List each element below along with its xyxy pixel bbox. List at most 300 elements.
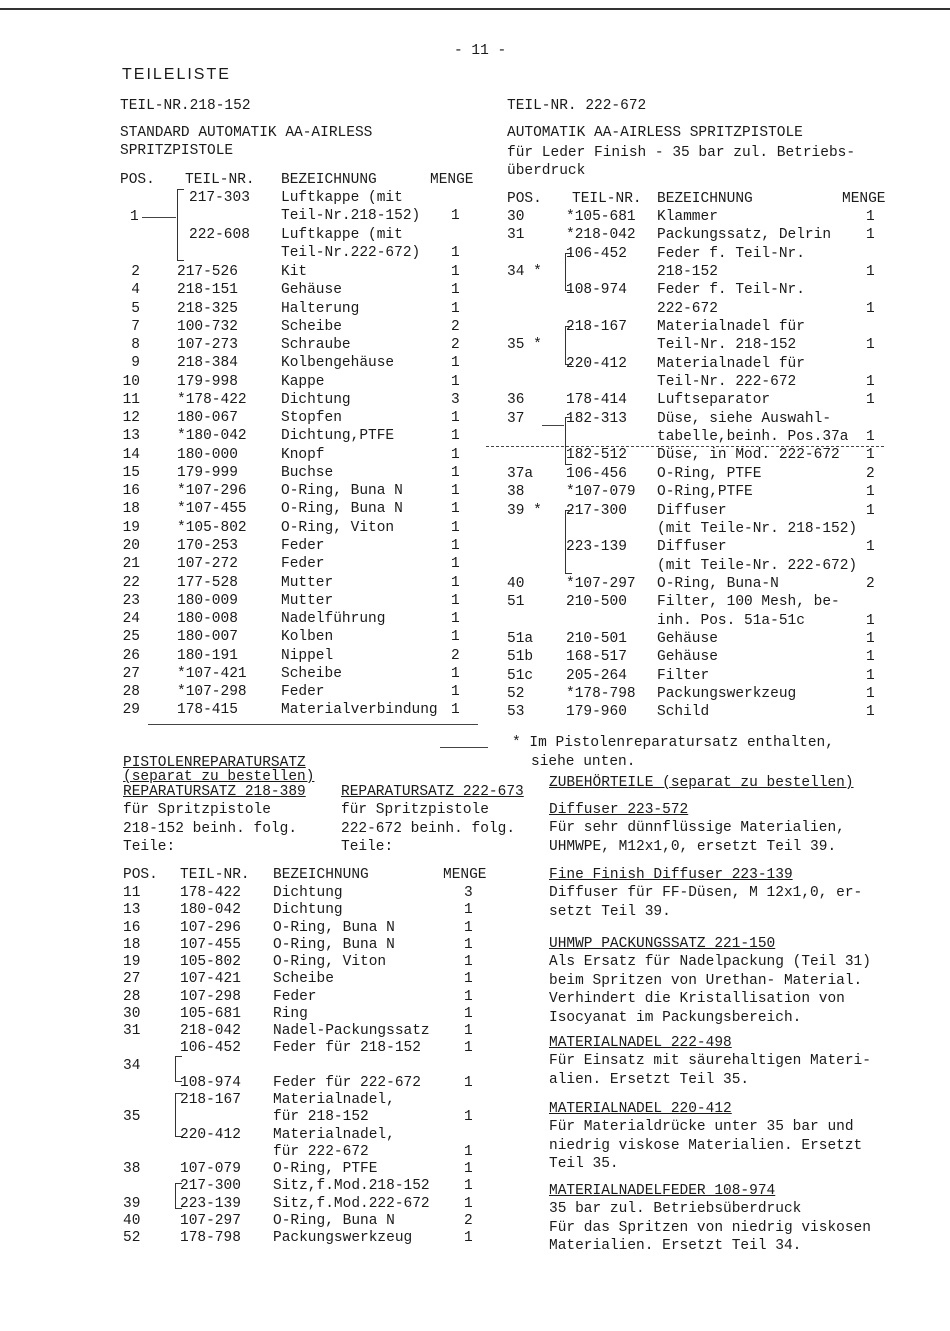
accessory-line: UHMWPE, M12x1,0, ersetzt Teil 39.	[549, 838, 837, 855]
teil-cell: 179-960	[566, 704, 627, 721]
menge-cell: 1	[451, 208, 460, 225]
menge-cell: 1	[464, 971, 473, 988]
right-header-menge: MENGE	[842, 191, 886, 207]
repair-header-menge: MENGE	[443, 867, 487, 883]
menge-cell: 1	[464, 1195, 473, 1212]
accessories-heading: ZUBEHÖRTEILE (separat zu bestellen)	[549, 775, 854, 791]
menge-cell: 1	[451, 410, 460, 427]
teil-cell: 168-517	[566, 649, 627, 666]
pos-cell: 8	[131, 337, 140, 354]
menge-cell: 1	[451, 355, 460, 372]
menge-cell: 2	[451, 337, 460, 354]
left-header-bez: BEZEICHNUNG	[281, 172, 377, 188]
teil-cell: 210-500	[566, 594, 627, 611]
pos-cell: 14	[122, 446, 140, 463]
bez-cell: Kappe	[281, 373, 325, 390]
teil-cell: 170-253	[177, 537, 238, 554]
bez-cell: 222-672	[657, 300, 718, 317]
menge-cell: 1	[866, 429, 875, 446]
footnote-rule	[440, 747, 488, 748]
bez-cell: Teil-Nr. 218-152	[657, 337, 797, 354]
pos-cell: 26	[122, 647, 140, 664]
pos-cell: 27	[123, 971, 141, 988]
repair-header-pos: POS.	[123, 867, 158, 883]
teil-cell: 107-298	[180, 988, 241, 1005]
pos-cell: 38	[507, 484, 525, 501]
bez-cell: Kit	[281, 264, 308, 280]
menge-cell: 1	[464, 902, 473, 919]
pos-cell: 39	[123, 1195, 141, 1212]
bez-cell: Buchse	[281, 464, 334, 481]
teil-cell: 107-421	[180, 971, 241, 988]
menge-cell: 1	[866, 685, 875, 702]
menge-cell: 1	[451, 282, 460, 299]
bez-cell: Teil-Nr.218-152)	[281, 208, 421, 225]
teil-cell: 218-042	[180, 1023, 241, 1039]
teil-cell: 108-974	[566, 282, 627, 299]
teil-cell: 107-296	[180, 919, 241, 936]
menge-cell: 1	[866, 612, 875, 629]
accessory-line: alien. Ersetzt Teil 35.	[549, 1071, 750, 1088]
bez-cell: Sitz,f.Mod.222-672	[273, 1195, 430, 1212]
menge-cell: 2	[451, 318, 460, 335]
left-description-1: STANDARD AUTOMATIK AA-AIRLESS	[120, 125, 373, 141]
bez-cell: Luftseparator	[657, 392, 771, 409]
bez-cell: Feder	[273, 988, 317, 1005]
bez-cell: Dichtung	[273, 902, 343, 919]
repair-34-bracket	[175, 1056, 182, 1082]
bez-cell: Diffuser	[657, 539, 727, 556]
menge-cell: 1	[866, 374, 875, 391]
bez-cell: Düse, siehe Auswahl-	[657, 410, 832, 427]
pos-cell: 52	[507, 685, 525, 702]
bez-cell: Feder	[281, 537, 325, 554]
teil-cell: 222-608	[189, 226, 250, 243]
bez-cell: O-Ring, Buna-N	[657, 575, 779, 592]
left-header-pos: POS.	[120, 172, 155, 188]
bez-cell: Materialnadel für	[657, 319, 805, 336]
menge-cell: 1	[866, 704, 875, 721]
accessory-line: Für Einsatz mit säurehaltigen Materi-	[549, 1053, 871, 1069]
bez-cell: Halterung	[281, 300, 360, 317]
accessory-line: 35 bar zul. Betriebsüberdruck	[549, 1201, 802, 1217]
menge-cell: 1	[464, 1109, 473, 1126]
menge-cell: 1	[451, 519, 460, 536]
bez-cell: Dichtung	[273, 885, 343, 901]
menge-cell: 1	[464, 1074, 473, 1091]
bez-cell: tabelle,beinh. Pos.37a	[657, 429, 849, 446]
menge-cell: 1	[451, 629, 460, 646]
pos-cell: 2	[131, 264, 140, 280]
accessory-line: Isocyanat im Packungsbereich.	[549, 1009, 802, 1026]
bez-cell: Materialverbindung	[281, 702, 438, 719]
bez-cell: Kolben	[281, 629, 334, 646]
menge-cell: 1	[464, 1023, 473, 1039]
bez-cell: (mit Teile-Nr. 218-152)	[657, 520, 858, 537]
teil-cell: 223-139	[566, 539, 627, 556]
accessory-title: MATERIALNADEL 222-498	[549, 1035, 732, 1051]
pos-cell: 19	[122, 519, 140, 536]
menge-cell: 1	[866, 667, 875, 684]
teil-cell: 218-167	[180, 1092, 241, 1108]
menge-cell: 1	[866, 300, 875, 317]
bez-cell: O-Ring, Buna N	[273, 919, 395, 936]
menge-cell: 1	[451, 264, 460, 280]
teil-cell: 180-042	[180, 902, 241, 919]
menge-cell: 2	[451, 647, 460, 664]
teil-cell: 217-300	[180, 1178, 241, 1195]
teil-cell: 180-191	[177, 647, 238, 664]
bez-cell: Gehäuse	[281, 282, 342, 299]
pos-cell: 18	[123, 936, 141, 953]
teil-cell: *107-079	[566, 484, 636, 501]
right-header-teil: TEIL-NR.	[572, 191, 642, 207]
right-description-1: AUTOMATIK AA-AIRLESS SPRITZPISTOLE	[507, 125, 803, 141]
teil-cell: 180-008	[177, 611, 238, 628]
menge-cell: 1	[464, 919, 473, 936]
accessory-line: Teil 35.	[549, 1156, 619, 1172]
menge-cell: 1	[451, 373, 460, 390]
bez-cell: O-Ring, Viton	[281, 519, 395, 536]
menge-cell: 1	[866, 227, 875, 244]
bez-cell: Feder für 222-672	[273, 1074, 421, 1091]
accessory-line: Für Materialdrücke unter 35 bar und	[549, 1119, 854, 1135]
pos-cell: 5	[131, 300, 140, 317]
menge-cell: 1	[464, 988, 473, 1005]
bez-cell: Packungswerkzeug	[657, 685, 797, 702]
left-description-2: SPRITZPISTOLE	[120, 143, 234, 159]
teil-cell: 180-009	[177, 592, 238, 609]
menge-cell: 1	[464, 1161, 473, 1177]
accessory-title: Fine Finish Diffuser 223-139	[549, 867, 793, 883]
pos-cell: 13	[123, 902, 141, 919]
menge-cell: 1	[866, 264, 875, 281]
menge-cell: 1	[451, 592, 460, 609]
teil-cell: *180-042	[177, 428, 247, 445]
menge-cell: 1	[866, 392, 875, 409]
bez-cell: Packungssatz, Delrin	[657, 227, 832, 244]
bez-cell: Teil-Nr. 222-672	[657, 374, 797, 391]
pos-cell: 18	[122, 501, 140, 518]
teil-cell: *105-802	[177, 519, 247, 536]
pos-cell: 37	[507, 410, 525, 427]
bez-cell: inh. Pos. 51a-51c	[657, 612, 805, 629]
pos-cell: 23	[122, 592, 140, 609]
bez-cell: Scheibe	[281, 318, 342, 335]
left-part-number: TEIL-NR.218-152	[120, 98, 251, 114]
pos-cell: 51a	[507, 630, 534, 647]
pos-cell: 51b	[507, 649, 534, 666]
pos-cell: 11	[122, 391, 140, 408]
accessory-title: Diffuser 223-572	[549, 802, 689, 818]
pos-cell: 28	[122, 684, 140, 701]
teil-cell: 217-300	[566, 502, 627, 519]
teil-cell: 178-422	[180, 885, 241, 901]
pos-cell: 52	[123, 1230, 141, 1246]
menge-cell: 1	[451, 244, 460, 261]
menge-cell: 1	[464, 1040, 473, 1057]
pos34-bracket	[565, 253, 572, 291]
footnote-2: siehe unten.	[531, 754, 636, 770]
accessory-title: MATERIALNADEL 220-412	[549, 1101, 732, 1117]
pos-cell: 40	[507, 575, 525, 592]
teil-cell: 178-798	[180, 1230, 241, 1246]
bez-cell: Materialnadel für	[657, 355, 805, 372]
teil-cell: 105-802	[180, 954, 241, 970]
bez-cell: Mutter	[281, 574, 334, 591]
pos-cell: 20	[122, 537, 140, 554]
menge-cell: 1	[866, 539, 875, 556]
kit1-title: REPARATURSATZ 218-389	[123, 784, 306, 800]
top-border	[0, 8, 950, 10]
bez-cell: für 218-152	[273, 1109, 369, 1126]
teil-cell: 180-000	[177, 446, 238, 463]
teil-cell: *105-681	[566, 209, 636, 225]
pos-cell: 19	[123, 954, 141, 970]
accessory-line: Für sehr dünnflüssige Materialien,	[549, 820, 845, 836]
teil-cell: 105-681	[180, 1005, 241, 1022]
pos-cell: 27	[122, 665, 140, 682]
bez-cell: O-Ring, Buna N	[281, 483, 403, 500]
pos-cell: 7	[131, 318, 140, 335]
bez-cell: Dichtung,PTFE	[281, 428, 395, 445]
menge-cell: 1	[464, 954, 473, 970]
teil-cell: 107-272	[177, 556, 238, 573]
teil-cell: *178-798	[566, 685, 636, 702]
accessory-title: UHMWP PACKUNGSSATZ 221-150	[549, 936, 776, 952]
teil-cell: *107-296	[177, 483, 247, 500]
teil-cell: 217-303	[189, 190, 250, 206]
left-header-teil: TEIL-NR.	[185, 172, 255, 188]
menge-cell: 1	[451, 300, 460, 317]
bez-cell: für 222-672	[273, 1143, 369, 1160]
right-description-3: überdruck	[507, 163, 586, 179]
bez-cell: 218-152	[657, 264, 718, 281]
bez-cell: (mit Teile-Nr. 222-672)	[657, 557, 858, 574]
bez-cell: O-Ring,PTFE	[657, 484, 753, 501]
accessory-title: MATERIALNADELFEDER 108-974	[549, 1183, 776, 1199]
pos-cell: 31	[123, 1023, 141, 1039]
pos-cell: 28	[123, 988, 141, 1005]
kit2-title: REPARATURSATZ 222-673	[341, 784, 524, 800]
right-header-pos: POS.	[507, 191, 542, 207]
pos-cell: 15	[122, 464, 140, 481]
accessory-line: Für das Spritzen von niedrig viskosen	[549, 1219, 871, 1236]
teil-cell: 205-264	[566, 667, 627, 684]
pos-cell: 40	[123, 1212, 141, 1229]
menge-cell: 1	[451, 428, 460, 445]
bez-cell: Materialnadel,	[273, 1092, 395, 1108]
teil-cell: 218-151	[177, 282, 238, 299]
bez-cell: Sitz,f.Mod.218-152	[273, 1178, 430, 1195]
left-group1-pos: 1	[130, 209, 139, 225]
pos-cell: 13	[122, 428, 140, 445]
pos37-divider	[486, 446, 884, 447]
bez-cell: Schild	[657, 704, 710, 721]
teil-cell: 178-415	[177, 702, 238, 719]
kit1-line-3: Teile:	[123, 839, 176, 855]
menge-cell: 1	[451, 501, 460, 518]
menge-cell: 1	[451, 702, 460, 719]
pos35-bracket	[565, 326, 572, 365]
teil-cell: 100-732	[177, 318, 238, 335]
bez-cell: O-Ring, PTFE	[657, 465, 762, 482]
teil-cell: 218-384	[177, 355, 238, 372]
pos-cell: 53	[507, 704, 525, 721]
bez-cell: Filter	[657, 667, 710, 684]
bez-cell: Scheibe	[273, 971, 334, 988]
pos-cell: 12	[122, 410, 140, 427]
menge-cell: 3	[451, 391, 460, 408]
bez-cell: O-Ring, Buna N	[273, 1212, 395, 1229]
teil-cell: 218-325	[177, 300, 238, 317]
pos-cell: 10	[122, 373, 140, 390]
repair-subheading: (separat zu bestellen)	[123, 769, 315, 785]
teil-cell: 210-501	[566, 630, 627, 647]
teil-cell: *107-455	[177, 501, 247, 518]
pos37-connector	[542, 425, 564, 426]
bez-cell: O-Ring, PTFE	[273, 1161, 378, 1177]
bez-cell: Scheibe	[281, 665, 342, 682]
menge-cell: 1	[866, 649, 875, 666]
footnote-1: * Im Pistolenreparatursatz enthalten,	[512, 735, 834, 751]
pos-cell: 34 *	[507, 264, 542, 281]
teil-cell: 182-313	[566, 410, 627, 427]
kit1-line-2: 218-152 beinh. folg.	[123, 821, 298, 837]
teil-cell: 217-526	[177, 264, 238, 280]
teil-cell: 106-456	[566, 465, 627, 482]
teil-cell: 106-452	[180, 1040, 241, 1057]
menge-cell: 2	[464, 1212, 473, 1229]
bez-cell: Nadel-Packungssatz	[273, 1023, 430, 1039]
menge-cell: 1	[451, 684, 460, 701]
teil-cell: 106-452	[566, 245, 627, 262]
accessory-line: Materialien. Ersetzt Teil 34.	[549, 1238, 802, 1254]
bez-cell: Nadelführung	[281, 611, 386, 628]
accessory-line: niedrig viskose Materialien. Ersetzt	[549, 1137, 863, 1154]
pos-cell: 34	[123, 1057, 141, 1074]
pos-cell: 39 *	[507, 502, 542, 519]
teil-cell: *178-422	[177, 391, 247, 408]
menge-cell: 1	[464, 1178, 473, 1195]
teil-cell: *107-298	[177, 684, 247, 701]
left-list-end-rule	[148, 724, 478, 725]
menge-cell: 1	[866, 209, 875, 225]
menge-cell: 1	[451, 446, 460, 463]
bez-cell: Luftkappe (mit	[281, 190, 403, 206]
right-header-bez: BEZEICHNUNG	[657, 191, 753, 207]
repair-heading: PISTOLENREPARATURSATZ	[123, 755, 306, 771]
bez-cell: O-Ring, Buna N	[281, 501, 403, 518]
teil-cell: 220-412	[566, 355, 627, 372]
teil-cell: *107-421	[177, 665, 247, 682]
menge-cell: 1	[866, 337, 875, 354]
teil-cell: 177-528	[177, 574, 238, 591]
pos-cell: 4	[131, 282, 140, 299]
teil-cell: 108-974	[180, 1074, 241, 1091]
group1-bracket	[177, 189, 184, 261]
pos37-bracket	[565, 417, 572, 465]
teil-cell: 182-512	[566, 447, 627, 464]
bez-cell: Mutter	[281, 592, 334, 609]
menge-cell: 1	[451, 574, 460, 591]
repair-header-bez: BEZEICHNUNG	[273, 867, 369, 883]
accessory-line: setzt Teil 39.	[549, 903, 671, 920]
menge-cell: 1	[464, 1143, 473, 1160]
menge-cell: 2	[866, 575, 875, 592]
pos-cell: 29	[122, 702, 140, 719]
kit2-line-2: 222-672 beinh. folg.	[341, 821, 516, 837]
teil-cell: 107-273	[177, 337, 238, 354]
menge-cell: 1	[464, 936, 473, 953]
repair-header-teil: TEIL-NR.	[180, 867, 250, 883]
bez-cell: Schraube	[281, 337, 351, 354]
pos-cell: 30	[123, 1005, 141, 1022]
teil-cell: 223-139	[180, 1195, 241, 1212]
group1-connector	[142, 217, 176, 218]
repair-39-bracket	[175, 1183, 182, 1209]
menge-cell: 1	[866, 484, 875, 501]
bez-cell: Filter, 100 Mesh, be-	[657, 594, 840, 611]
pos-cell: 51	[507, 594, 525, 611]
page-number: - 11 -	[454, 43, 507, 59]
pos-cell: 16	[122, 483, 140, 500]
right-description-2: für Leder Finish - 35 bar zul. Betriebs-	[507, 145, 856, 161]
menge-cell: 1	[451, 611, 460, 628]
teil-cell: 220-412	[180, 1126, 241, 1143]
teil-cell: 107-079	[180, 1161, 241, 1177]
menge-cell: 1	[451, 665, 460, 682]
accessory-line: Verhindert die Kristallisation von	[549, 991, 845, 1007]
right-part-number: TEIL-NR. 222-672	[507, 98, 647, 114]
menge-cell: 1	[451, 464, 460, 481]
bez-cell: Knopf	[281, 446, 325, 463]
bez-cell: O-Ring, Viton	[273, 954, 387, 970]
bez-cell: Feder f. Teil-Nr.	[657, 245, 805, 262]
pos-cell: 9	[131, 355, 140, 372]
bez-cell: Gehäuse	[657, 649, 718, 666]
bez-cell: Stopfen	[281, 410, 342, 427]
pos-cell: 37a	[507, 465, 534, 482]
bez-cell: Düse, in Mod. 222-672	[657, 447, 840, 464]
pos-cell: 24	[122, 611, 140, 628]
teil-cell: 178-414	[566, 392, 627, 409]
menge-cell: 3	[464, 885, 473, 901]
menge-cell: 1	[464, 1005, 473, 1022]
accessory-line: Diffuser für FF-Düsen, M 12x1,0, er-	[549, 885, 863, 901]
pos-cell: 38	[123, 1161, 141, 1177]
bez-cell: Feder für 218-152	[273, 1040, 421, 1057]
pos-cell: 36	[507, 392, 525, 409]
bez-cell: O-Ring, Buna N	[273, 936, 395, 953]
teil-cell: 180-067	[177, 410, 238, 427]
teil-cell: *107-297	[566, 575, 636, 592]
pos-cell: 35	[123, 1109, 141, 1126]
pos-cell: 30	[507, 209, 525, 225]
bez-cell: Dichtung	[281, 391, 351, 408]
bez-cell: Diffuser	[657, 502, 727, 519]
menge-cell: 1	[451, 537, 460, 554]
menge-cell: 1	[866, 447, 875, 464]
menge-cell: 1	[451, 556, 460, 573]
bez-cell: Teil-Nr.222-672)	[281, 244, 421, 261]
bez-cell: Klammer	[657, 209, 718, 225]
bez-cell: Nippel	[281, 647, 334, 664]
bez-cell: Feder	[281, 684, 325, 701]
pos-cell: 21	[122, 556, 140, 573]
bez-cell: Packungswerkzeug	[273, 1230, 413, 1246]
repair-35-bracket	[175, 1093, 182, 1137]
